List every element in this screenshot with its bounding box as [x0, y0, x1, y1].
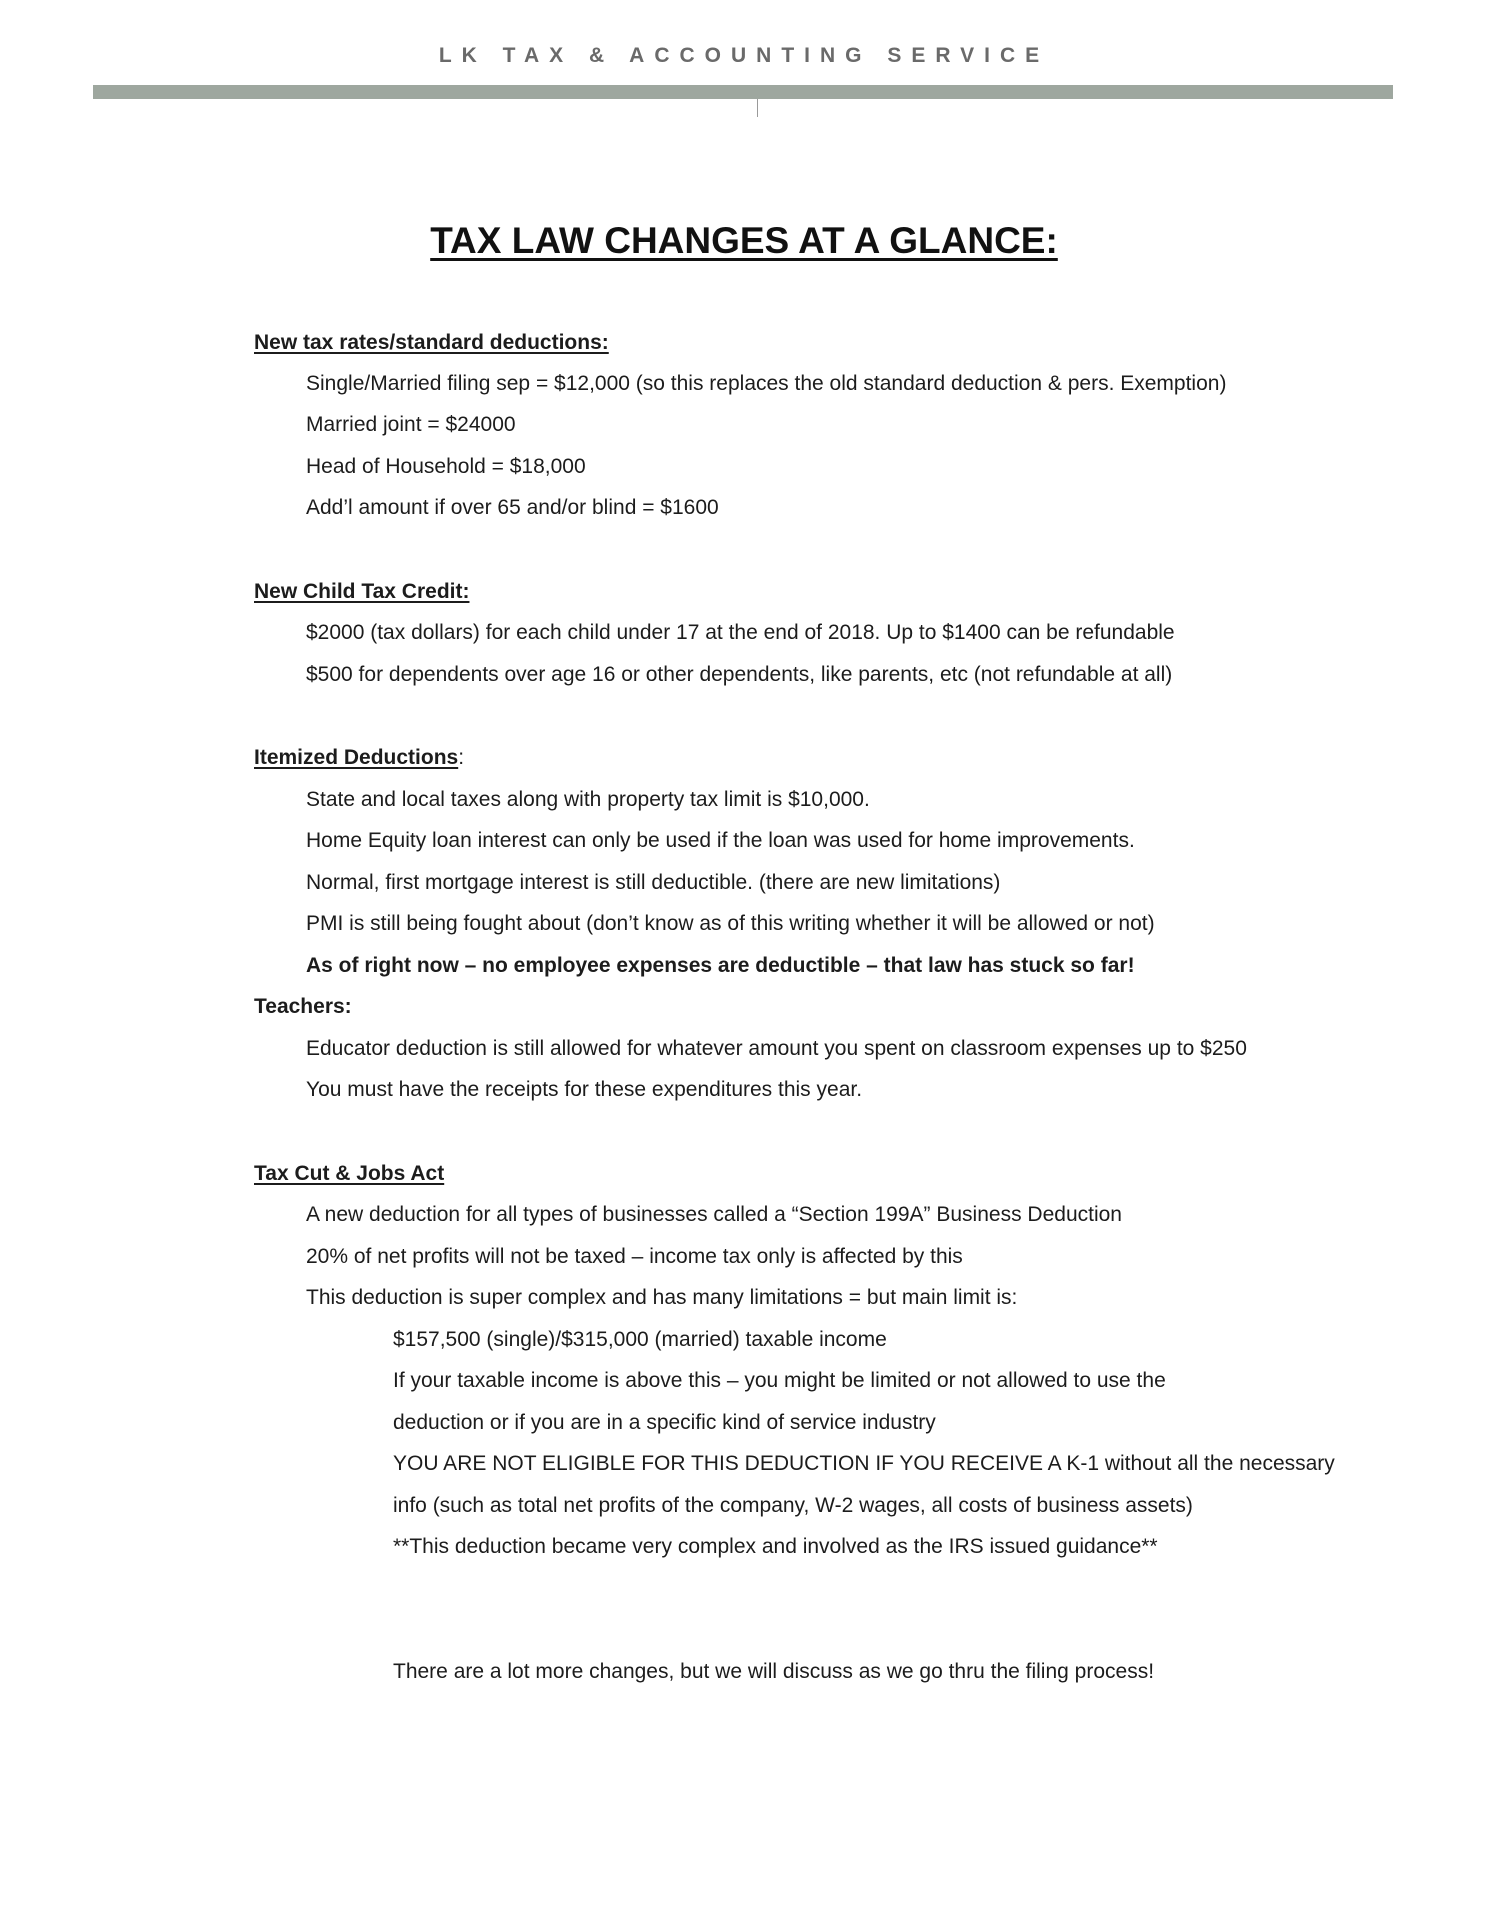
list-item: Single/Married filing sep = $12,000 (so this replaces the old standard deduction & pers. Exemption): [306, 372, 1227, 395]
section-heading-teachers: Teachers:: [254, 995, 352, 1018]
sub-list-item: YOU ARE NOT ELIGIBLE FOR THIS DEDUCTION IF YOU RECEIVE A K-1 without all the necessary: [393, 1452, 1335, 1475]
sub-list-item: $157,500 (single)/$315,000 (married) taxable income: [393, 1328, 887, 1351]
list-item: You must have the receipts for these expenditures this year.: [306, 1078, 863, 1101]
list-item: PMI is still being fought about (don’t know as of this writing whether it will be allowed or not): [306, 912, 1155, 935]
list-item: Married joint = $24000: [306, 413, 516, 436]
list-item: Add’l amount if over 65 and/or blind = $1600: [306, 496, 719, 519]
list-item: A new deduction for all types of businesses called a “Section 199A” Business Deduction: [306, 1203, 1122, 1226]
list-item: $500 for dependents over age 16 or other dependents, like parents, etc (not refundable at all): [306, 663, 1173, 686]
section-heading-child-tax-credit: New Child Tax Credit:: [254, 580, 470, 603]
sub-list-item: If your taxable income is above this – you might be limited or not allowed to use the: [393, 1369, 1166, 1392]
sub-list-item: info (such as total net profits of the company, W-2 wages, all costs of business assets): [393, 1494, 1193, 1517]
section-heading-itemized-deductions: [254, 743, 464, 773]
sub-list-item: deduction or if you are in a specific kind of service industry: [393, 1411, 936, 1434]
section-heading-text: Itemized Deductions: [254, 746, 459, 769]
document-title: TAX LAW CHANGES AT A GLANCE:: [430, 220, 1058, 261]
company-header: LK TAX & ACCOUNTING SERVICE: [438, 44, 1050, 67]
list-item-emphasis: As of right now – no employee expenses are deductible – that law has stuck so far!: [306, 954, 1135, 977]
closing-note: There are a lot more changes, but we will discuss as we go thru the filing process!: [393, 1660, 1155, 1683]
section-heading-tax-cut-jobs-act: Tax Cut & Jobs Act: [254, 1162, 445, 1185]
list-item: $2000 (tax dollars) for each child under 17 at the end of 2018. Up to $1400 can be refundable: [306, 621, 1175, 644]
list-item: State and local taxes along with property tax limit is $10,000.: [306, 788, 870, 811]
section-heading-tax-rates: New tax rates/standard deductions:: [254, 331, 609, 354]
section-heading-suffix: :: [458, 746, 465, 769]
list-item: 20% of net profits will not be taxed – income tax only is affected by this: [306, 1245, 963, 1268]
list-item: Head of Household = $18,000: [306, 455, 586, 478]
list-item: Normal, first mortgage interest is still deductible. (there are new limitations): [306, 871, 1001, 894]
list-item: Educator deduction is still allowed for whatever amount you spent on classroom expenses up to $250: [306, 1037, 1247, 1060]
list-item: Home Equity loan interest can only be used if the loan was used for home improvements.: [306, 829, 1135, 852]
header-tick-mark: [757, 99, 758, 117]
sub-list-item: **This deduction became very complex and involved as the IRS issued guidance**: [393, 1535, 1158, 1558]
header-rule: [93, 85, 1393, 99]
list-item: This deduction is super complex and has many limitations = but main limit is:: [306, 1286, 1018, 1309]
